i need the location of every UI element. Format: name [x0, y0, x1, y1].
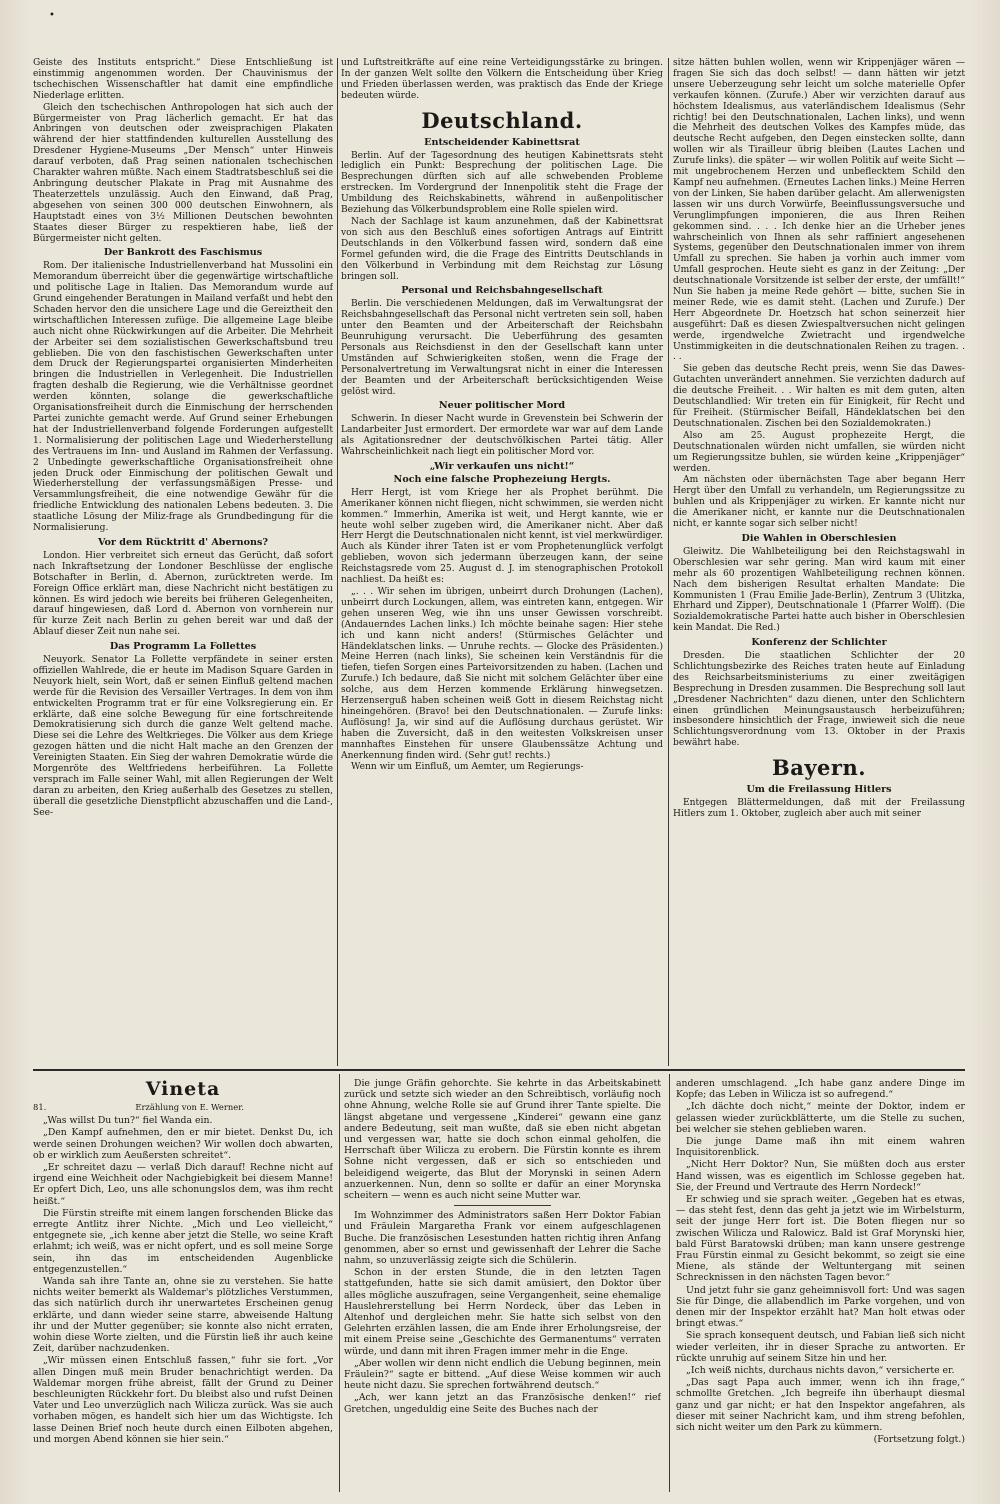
news-column-2 — [341, 58, 663, 904]
story-paragraph: anderen umschlagend. „Ich habe ganz andere Dinge im Kopfe; das Leben in Wilicza ist so aufregend.“ — [676, 1078, 965, 1101]
story-paragraph: Die junge Gräfin gehorchte. Sie kehrte in das Arbeitskabinett zurück und setzte sich wieder an den Schreibtisch, vorläufig noch ohne Ahnung, welche Rolle sie auf Grund ihrer Tante spielte. Die längst abgetane und vergessene „Kinderei“ gewann eine ganz andere Bedeutung, seit man wußte, daß sie eben nicht abgetan und vergessen war, hatte sie doch schon einmal geholfen, die Herrschaft über Wilicza zu erobern. Die Fürstin konnte es ihrem Sohne nicht vergessen, daß er sich so entschieden und beleidigend weigerte, das Blut der Morynski in seinen Adern anzuerkennen. Nun, denn so sollte er dafür an einer Morynska scheitern — wenn es auch nicht seine Mutter war. — [344, 1078, 661, 1202]
article-paragraph: Entgegen Blättermeldungen, daß mit der Freilassung Hitlers zum 1. Oktober, zugleich aber auch mit seiner — [673, 798, 965, 819]
article-paragraph: Gleiwitz. Die Wahlbeteiligung bei den Reichstagswahl in Oberschlesien war sehr gering. Man wird kaum mit einer mehr als 60 prozentigen Wahlbeteiligung rechnen können. Nach dem bisherigen Resultat erhalten Mandate: Die Kommunisten 1 (Frau Emilie Jade-Berlin), Zentrum 3 (Ulitzka, Ehrhard und Zipper), Deutschnationale 1 (Pfarrer Wolff). (Die Sozialdemokratische Partei hatte auch bisher in Oberschlesien kein Mandat. Die Red.) — [673, 546, 965, 634]
story-paragraph: Die Fürstin streifte mit einem langen forschenden Blicke das erregte Antlitz ihrer Nichte. „Mich und Leo vielleicht,“ entgegnete sie, „ich kenne aber jetzt die Stelle, wo seine Kraft erlahmt; ich weiß, was er nicht opfert, und es soll meine Sorge sein, ihn das im entscheidenden Augenblicke entgegenzustellen.“ — [33, 1207, 333, 1275]
story-paragraph: „Er schreitet dazu — verlaß Dich darauf! Rechne nicht auf irgend eine Weichheit oder Nachgiebigkeit bei diesem Manne! Er opfert Dich, Leo, uns alle schonungslos dem, was ihm recht heißt.“ — [33, 1162, 333, 1207]
article-paragraph: Rom. Der italienische Industriellenverband hat Mussolini ein Memorandum überreicht über die gegenwärtige wirtschaftliche und politische Lage in Italien. Das Memorandum wurde auf Grund eingehender Beratungen in Mailand verfaßt und hebt den Schaden hervor den die unsichere Lage und die Gereiztheit den wirtschaftlichen Interessen zufüge. Die allgemeine Lage bleibe auch nicht ohne Rückwirkungen auf die Arbeiter. Die Mehrheit der Arbeiter sei dem sozialistischen Gewerkschaftsbund treu geblieben. Die von den faschistischen Gewerkschaften unter dem Druck der Regierungspartei organisierten Minderheiten bringen die Industriellen in Verlegenheit. Die Industriellen fragten deshalb die Regierung, wie die Verhältnisse geordnet werden könnten, solange die gewerkschaftliche Organisationsfreiheit durch die Einmischung der herrschenden Partei zunichte gemacht werde. Auf Grund seiner Erhebungen hat der Industriellenverband folgende Forderungen aufgestellt 1. Normalisierung der politischen Lage und Wiederherstellung des Vertrauens im Inn- und Ausland im Rahmen der Verfassung. 2 Unbedingte gewerkschaftliche Organisationsfreiheit ohne jeden Druck oder Einmischung der politischen Gewalt und Wiederherstellung der verfassungsmäßigen Presse- und Versammlungsfreiheit, die eine notwendige Gewähr für die friedliche Entwicklung des nationalen Lebens bedeuten. 3. Die staatliche Lösung der Miliz-frage als Grundbedingung für die Normalisierung. — [33, 261, 333, 534]
story-paragraph: „Den Kampf aufnehmen, den er mir bietet. Denkst Du, ich werde seinen Drohungen weichen? Wir wollen doch abwarten, ob er wirklich zum Aeußersten schreitet“. — [33, 1127, 333, 1161]
article-paragraph: Also am 25. August prophezeite Hergt, die Deutschnationalen würden nicht umfallen, sie würden nicht um Regierungssitze buhlen, sie würden keine „Krippenjäger“ werden. — [673, 430, 965, 474]
scene-divider — [454, 1205, 551, 1206]
article-paragraph: Berlin. Die verschiedenen Meldungen, daß im Verwaltungsrat der Reichsbahngesellschaft das Personal nicht vertreten sein soll, haben unter den Beamten und der Arbeiterschaft der Reichsbahn Beunruhigung verursacht. Die Ueberführung des gesamten Personals aus Reichsdienst in den der Gesellschaft kann unter Umständen auf Schwierigkeiten stoßen, wenn die Frage der Personalvertretung im Verwaltungsrat nicht in einer die Interessen der Beamten und der Arbeiterschaft berücksichtigenden Weise gelöst wird. — [341, 299, 663, 397]
article-headline: Die Wahlen in Oberschlesien — [741, 532, 897, 544]
article-paragraph: Nach der Sachlage ist kaum anzunehmen, daß der Kabinettsrat von sich aus den Beschluß eines sofortigen Antrags auf Eintritt Deutschlands in den Völkerbund fassen wird, sondern daß eine Formel gefunden wird, die die Frage des Eintritts Deutschlands in den Völkerbund in Verbindung mit dem Reichstag zur Lösung bringen soll. — [341, 216, 663, 282]
article-paragraph: London. Hier verbreitet sich erneut das Gerücht, daß sofort nach Inkraftsetzung der Londoner Beschlüsse der englische Botschafter in Berlin, d. Abernon, zurücktreten werde. Im Foreign Office erklärt man, diese Nachricht nicht bestätigen zu können. Es wird jedoch wie bereits bei früheren Gelegenheiten, darauf hingewiesen, daß Lord d. Abernon von vornherein nur für kurze Zeit nach Berlin zu gehen bereit war und daß der Ablauf dieser Zeit nun nahe sei. — [33, 550, 333, 638]
article-paragraph: Wenn wir um Einfluß, um Aemter, um Regierungs- — [351, 762, 584, 773]
story-paragraph: „Aber wollen wir denn nicht endlich die Uebung beginnen, mein Fräulein?“ sagte er bittend. „Auf diese Weise kommen wir auch heute nicht dazu. Sie sprechen fortwährend deutsch.“ — [344, 1357, 661, 1392]
article-subheadline: Noch eine falsche Prophezeiung Hergts. — [393, 473, 611, 485]
article-paragraph: Gleich den tschechischen Anthropologen hat sich auch der Bürgermeister von Prag lächerlich gemacht. Er hat das Anbringen von deutschen oder zweisprachigen Plakaten während der hier stattfindenden kulturellen Ausstellung des Dresdener Hygiene-Museums „Der Mensch“ unter Hinweis darauf verboten, daß Prag seinen nationalen tschechischen Charakter wahren müßte. Nach einem Stadtratsbeschluß sei die Anbringung deutscher Plakate in Prag mit Ausnahme des Theaterzettels unzulässig. Auch den Einwand, daß Prag, abgesehen von seinen 300 000 deutschen Einwohnern, als Hauptstadt eines von 3½ Millionen Deutschen bewohnten Staates dieser Bürger zu respektieren habe, ließ der Bürgermeister nicht gelten. — [33, 102, 333, 244]
story-paragraph: Wanda sah ihre Tante an, ohne sie zu verstehen. Sie hatte nichts weiter bemerkt als Waldemar's plötzliches Verstummen, das sich natürlich durch ihr unerwartetes Erscheinen genug erklärte, und dann wieder seine starre, abweisende Haltung ihr und der Mutter gegenüber; sie konnte also nicht erraten, wohin diese Worte zielten, und die Fürstin ließ ihr auch keine Zeit, darüber nachzudenken. — [33, 1276, 333, 1355]
feuilleton-column-2 — [344, 1078, 661, 1490]
page-marker: • — [49, 10, 55, 21]
feuilleton-column-1 — [33, 1078, 333, 1490]
feuilleton-column-rule-2 — [669, 1074, 670, 1492]
article-paragraph: Dresden. Die staatlichen Schlichter der 20 Schlichtungsbezirke des Reiches traten heute auf Einladung des Reichsarbeitsministeriums zu einer zweitägigen Besprechung in Dresden zusammen. Die Besprechung soll laut „Dresdener Nachrichten“ dazu dienen, unter den Schlichtern einen gründlichen Meinungsaustausch herbeizuführen; insbesondere hinsichtlich der Frage, inwieweit sich die neue Schlichtungsverordnung vom 13. Oktober in der Praxis bewährt habe. — [673, 651, 965, 749]
story-paragraph: „Das sagt Papa auch immer, wenn ich ihn frage,“ schmollte Gretchen. „Ich begreife ihn überhaupt diesmal ganz und gar nicht; er hat den Inspektor angefahren, als dieser mit seiner Nachricht kam, und ihm streng befohlen, sich nicht weiter um den Park zu kümmern. — [676, 1377, 965, 1434]
article-headline: Vor dem Rücktritt d' Abernons? — [97, 536, 269, 548]
article-headline: Um die Freilassung Hitlers — [746, 784, 892, 796]
section-heading-deutschland: Deutschland. — [421, 107, 583, 133]
story-paragraph: „Ach, wer kann jetzt an das Französische denken!“ rief Gretchen, ungeduldig eine Seite des Buches nach der — [344, 1392, 661, 1415]
article-headline: Das Programm La Follettes — [109, 641, 257, 653]
section-heading-bayern: Bayern. — [771, 755, 867, 781]
article-paragraph: und Luftstreitkräfte auf eine reine Verteidigungsstärke zu bringen. In der ganzen Welt sollte den Völkern die Entscheidung über Krieg und Frieden überlassen werden, was praktisch das Ende der Kriege bedeuten würde. — [341, 58, 663, 101]
article-paragraph: Geiste des Instituts entspricht.“ Diese Entschließung ist einstimmig angenommen worden. Der Chauvinismus der tschechischen Wissenschaftler hat damit eine empfindliche Niederlage erlitten. — [33, 58, 333, 101]
continuation-note: (Fortsetzung folgt.) — [873, 1434, 965, 1446]
story-paragraph: Im Wohnzimmer des Administrators saßen Herr Doktor Fabian und Fräulein Margaretha Frank vor einem aufgeschlagenen Buche. Die französischen Lesestunden hatten richtig ihren Anfang genommen, aber so ernst und gewissenhaft der Lehrer die Sache nahm, so unzuverlässig zeigte sich die Schülerin. — [344, 1210, 661, 1267]
article-paragraph: Neuyork. Senator La Follette verpfändete in seiner ersten offiziellen Wahlrede, die er heute im Madison Square Garden in Neuyork hielt, sein Wort, daß er seinen Einfluß geltend machen werde für die Revision des Versailler Vertrages. In dem von ihm entwickelten Programm trat er für eine Volksregierung ein. Er erklärte, daß eine solche Bewegung für eine fortschreitende Demokratisierung sich durch die ganze Welt geltend mache. Diese sei die Lehre des Weltkrieges. Die Völker aus dem Kriege gezogen hätten und die nicht Halt mache an den Grenzen der Vereinigten Staaten. Ein Sieg der wahren Demokratie würde die Morgenröte des Weltfriedens herbeiführen. La Follette versprach im Falle seiner Wahl, mit allen Regierungen der Welt daran zu arbeiten, den Krieg außerhalb des Gesetzes zu stellen, überall die gesetzliche Dienstpflicht abzuschaffen und die Land-, See- — [33, 655, 333, 818]
article-paragraph: Berlin. Auf der Tagesordnung des heutigen Kabinettsrats steht lediglich ein Punkt: Besprechung der politischen Lage. Die Besprechungen dürften sich auf alle schwebenden Probleme erstrecken. Im Vordergrund der Innenpolitik steht die Frage der Umbildung des Reichskabinetts, während in außenpolitischer Beziehung das Völkerbundsproblem eine Rolle spielen wird. — [341, 150, 663, 216]
story-paragraph: „Ich dächte doch nicht,“ meinte der Doktor, indem er gelassen wieder zurückblätterte, um die Stelle zu suchen, bei welcher sie stehen geblieben waren. — [676, 1101, 965, 1135]
story-paragraph: Und jetzt fuhr sie ganz geheimnisvoll fort: Und was sagen Sie für Dinge, die allabendlich im Parke vorgehen, und von denen mir der Inspektor erzählt hat? Man holt etwas oder bringt etwas.“ — [676, 1284, 965, 1330]
article-headline: Entscheidender Kabinettsrat — [424, 136, 580, 148]
article-headline: Personal und Reichsbahngesellschaft — [401, 285, 603, 297]
article-headline: Neuer politischer Mord — [438, 400, 566, 412]
column-rule-2 — [668, 58, 669, 1066]
article-headline: Der Bankrott des Faschismus — [103, 247, 263, 259]
news-column-3 — [673, 58, 965, 998]
story-paragraph: „Was willst Du tun?“ fiel Wanda ein. — [43, 1115, 213, 1127]
news-column-1 — [33, 58, 333, 1064]
feuilleton-column-3 — [676, 1078, 965, 1490]
article-paragraph: sitze hätten buhlen wollen, wenn wir Krippenjäger wären — fragen Sie sich das doch selbst! — dann hätten wir jetzt unsere Ueberzeugung sehr leicht um solche materielle Opfer verkaufen können. (Zurufe.) Aber wir verzichten darauf aus höchstem Idealismus, aus vaterländischem Idealismus (Sehr richtig! bei den Deutschnationalen, Lachen links), und wenn die Mehrheit des deutschen Volkes des Kampfes müde, das deutsche Recht aufgeben, den Degen einstecken sollte, dann wollen wir als Tirailleur übrig bleiben (Lautes Lachen und Zurufe links). die später — wir wollen Politik auf weite Sicht — mit ungebrochenem Herzen und unbeflecktem Schild den Kampf neu aufnehmen. (Erneutes Lachen links.) Meine Herren von der Linken, Sie haben darüber gelacht. Am allerwenigsten lassen wir uns durch Vorwürfe, Beeinflussungsversuche und Verunglimpfungen imponieren, die aus Ihren Reihen gekommen sind. . . . Ich denke hier an die Urheber jenes wahrscheinlich von Ihnen als sehr raffiniert angesehenen Systems, gegenüber den Deutschnationalen immer von ihrem Umfall zu sprechen. Sie haben ja vorhin auch immer vom Umfall gesprochen. Heute sieht es ganz in der Zeitung: „Der deutschnationale Vorsitzende ist selber der erste, der umfällt!“ Nun Sie haben ja meine Rede gehört — bitte, suchen Sie in meiner Rede, wie es damit steht. (Lachen und Zurufe.) Der Herr Abgeordnete Dr. Hoetzsch hat schon seinerzeit hier ausgeführt: Daß es diesen Zwiespaltversuchen nicht gelingen werde, irgendwelche Zwietracht und irgendwelche Unstimmigkeiten in die deutschnationalen Reihen zu tragen. . . . — [673, 58, 965, 363]
story-paragraph: Er schwieg und sie sprach weiter. „Gegeben hat es etwas, — das steht fest, denn das geht ja jetzt wie im Wirbelsturm, seit der junge Herr fort ist. Die Boten fliegen nur so zwischen Wilicza und Ralowicz. Bald ist Graf Morynski hier, bald Fürst Baratowski drüben; man kann unsere gestrenge Frau Fürstin einmal zu Gesicht bekommt, so zeigt sie eine Miene, als stände der Weltuntergang mit seinen Schrecknissen in den nächsten Tagen bevor.“ — [676, 1194, 965, 1284]
article-paragraph: „. . . Wir sehen im übrigen, unbeirrt durch Drohungen (Lachen), unbeirrt durch Lockungen, allem, was eintreten kann, entgegen. Wir gehen unseren Weg, wie ihn uns unser Gewissen vorschreibt. (Andauerndes Lachen links.) Ich möchte beinahe sagen: Hier stehe ich und kann nicht anders! (Stürmisches Gelächter und Händeklatschen links. — Unruhe rechts. — Glocke des Präsidenten.) Meine Herren (nach links), Sie scheinen kein Verständnis für die tiefen, tiefen Sorgen eines Parteivorsitzenden zu haben. (Lachen und Zurufe.) Ich bedaure, daß Sie nicht mit solchem Gelächter über eine solche, aus dem Herzen kommende Erklärung hinwegsetzen. Herzenserguß haben scheinen weiß Gott in diesem Reichstag nicht hineingehören. (Bravo! bei den Deutschnationalen. — Zurufe links: Auflösung! Ja, wir sind auf die Auflösung durchaus gerüstet. Wir haben die Zuversicht, daß in den weitesten Volkskreisen unser mannhaftes Einstehen für unsere Glaubenssätze Achtung und Anerkennung finden wird. (Sehr gut! rechts.) — [341, 586, 663, 761]
article-headline: Konferenz der Schlichter — [751, 637, 887, 649]
story-paragraph: Die junge Dame maß ihn mit einem wahren Inquisitorenblick. — [676, 1136, 965, 1159]
byline: Erzählung von E. Werner. — [135, 1102, 244, 1112]
feuilleton-rule — [33, 1069, 965, 1071]
feuilleton-header — [33, 1102, 333, 1113]
article-paragraph: Am nächsten oder übernächsten Tage aber begann Herr Hergt über den Umfall zu verhandeln, um Regierungssitze zu buhlen und als Krippenjäger zu wirken. Er kannte nicht nur die Amerikaner nicht, er kannte nur die Deutschnationalen nicht, er kannte sogar sich selber nicht! — [673, 475, 965, 530]
story-paragraph: Schon in der ersten Stunde, die in den letzten Tagen stattgefunden, hatte sie sich damit amüsiert, den Doktor über alles mögliche auszufragen, seine Vergangenheit, seine ehemalige Hauslehrerstellung bei Herrn Nordeck, über das Leben in Altenhof und dergleichen mehr. Sie hatte sich selbst von den Gelehrten erzählen lassen, die am Ende ihrer Erholungsreise, der mit einem Preise seine „Geschichte des Germanentums“ verraten würde, und dann mit ihren Fragen immer mehr in die Enge. — [344, 1267, 661, 1357]
article-paragraph: Schwerin. In dieser Nacht wurde in Grevenstein bei Schwerin der Landarbeiter Just ermordert. Der ermordete war war auf dem Lande als Agitationsredner der deutschvölkischen Partei tätig. Aller Wahrscheinlichkeit nach liegt ein politischer Mord vor. — [341, 414, 663, 458]
story-paragraph: „Wir müssen einen Entschluß fassen,“ fuhr sie fort. „Vor allen Dingen muß mein Bruder benachrichtigt werden. Da Waldemar morgen frühe abreist, fällt der Grund zu Deiner beschleunigten Rückkehr fort. Du bleibst also und rufst Deinen Vater und Leo unverzüglich nach Wilicza zurück. Was sie auch vorhaben mögen, es handelt sich hier um das Wichtigste. Ich lasse Deinen Brief noch heute durch einen Eilboten abgehen, und morgen Abend können sie hier sein.“ — [33, 1355, 333, 1445]
story-paragraph: „Nicht Herr Doktor? Nun, Sie müßten doch aus erster Hand wissen, was es eigentlich im Schlosse gegeben hat. Sie, der Freund und Vertraute des Herrn Nordeck!“ — [676, 1159, 965, 1193]
feuilleton-title: Vineta — [145, 1078, 221, 1100]
installment-number: 81. — [33, 1102, 47, 1112]
article-headline: „Wir verkaufen uns nicht!“ — [429, 461, 575, 472]
story-paragraph: „Ich weiß nichts, durchaus nichts davon,“ versicherte er. — [686, 1365, 955, 1377]
article-paragraph: Herr Hergt, ist vom Kriege her als Prophet berühmt. Die Amerikaner können nicht fliegen, nicht schwimmen, sie werden nicht kommen.“ Immerhin, Amerika ist weit, und Hergt kannte, wie er heute wohl selber zugeben wird, die Amerikaner nicht. Aber daß Herr Hergt die Deutschnationalen nicht kennt, ist viel merkwürdiger. Auch als Künder ihrer Taten ist er vom Prophetenunglück verfolgt geblieben, wovon sich jedermann überzeugen kann, der seine Reichstagsrede vom 25. August d. J. im stenographischen Protokoll nachliest. Da heißt es: — [341, 487, 663, 586]
feuilleton-column-rule-1 — [339, 1074, 340, 1492]
column-rule-1 — [337, 58, 338, 1066]
story-paragraph: Sie sprach konsequent deutsch, und Fabian ließ sich nicht wieder verleiten, ihr in dieser Sprache zu antworten. Er rückte unruhig auf seinem Sitze hin und her. — [676, 1330, 965, 1364]
article-paragraph: Sie geben das deutsche Recht preis, wenn Sie das Dawes-Gutachten unverändert annehmen. Sie verzichten dadurch auf die deutsche Freiheit. . . Wir halten es mit dem guten, alten Deutschlandlied: Wir treten ein für Einigkeit, für Recht und für Freiheit. (Stürmischer Beifall, Händeklatschen bei den Deutschnationalen. Zischen bei den Sozialdemokraten.) — [673, 364, 965, 429]
